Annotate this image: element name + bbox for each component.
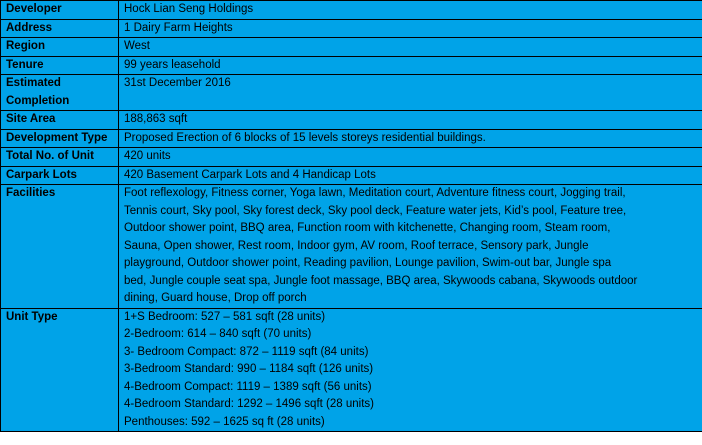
table-row-site-area: [1, 111, 702, 130]
facilities-value: [119, 185, 702, 309]
developer-label: Developer: [1, 1, 119, 20]
region-value-text: West: [124, 40, 150, 52]
table-row-development-type: [1, 129, 702, 148]
total-units-value-text: 420 units: [124, 150, 171, 162]
site-area-value: [119, 111, 702, 130]
unit-type-line: 3- Bedroom Compact: 872 – 1119 sqft (84 units): [124, 345, 369, 358]
table-row-estimated-completion: [1, 75, 702, 111]
estimated-completion-label: [1, 75, 119, 111]
table-row-unit-type: [1, 308, 702, 432]
table-row-facilities: [1, 185, 702, 309]
facilities-line: bed, Jungle couple seat spa, Jungle foot massage, BBQ area, Skywoods cabana, Skywoods outdoor: [124, 274, 638, 287]
unit-type-line: 4-Bedroom Compact: 1119 – 1389 sqft (56 units): [124, 380, 372, 393]
estimated-completion-label-text: Estimated Completion: [6, 77, 70, 107]
table-row-tenure: [1, 56, 702, 75]
estimated-completion-value-text: 31st December 2016: [124, 77, 231, 89]
developer-value: [119, 1, 702, 20]
facilities-line: Foot reflexology, Fitness corner, Yoga lawn, Meditation court, Adventure fitness court, Jogging trail,: [124, 187, 626, 199]
estimated-completion-value: [119, 75, 702, 111]
carpark-lots-value: [119, 166, 702, 185]
unit-type-line: 4-Bedroom Standard: 1292 – 1496 sqft (28 units): [124, 398, 374, 410]
carpark-lots-label: Carpark Lots: [1, 166, 119, 185]
facilities-line: dining, Guard house, Drop off porch: [124, 292, 307, 304]
facilities-line: Outdoor shower point, BBQ area, Function room with kitchenette, Changing room, Steam room,: [124, 222, 611, 234]
address-value: [119, 19, 702, 38]
table-row-carpark-lots: [1, 166, 702, 185]
tenure-label: Tenure: [1, 56, 119, 75]
site-area-label: Site Area: [1, 111, 119, 130]
table-row-address: [1, 19, 702, 38]
table-row-developer: [1, 1, 702, 20]
carpark-lots-value-text: 420 Basement Carpark Lots and 4 Handicap Lots: [124, 168, 376, 181]
table-row-total-units: [1, 148, 702, 167]
unit-type-line: Penthouses: 592 – 1625 sq ft (28 units): [124, 415, 325, 428]
development-type-label: [1, 129, 119, 148]
site-area-value-text: 188,863 sqft: [124, 113, 188, 125]
tenure-value-text: 99 years leasehold: [124, 58, 221, 71]
region-label: Region: [1, 38, 119, 57]
region-value: [119, 38, 702, 57]
unit-type-label: Unit Type: [1, 308, 119, 432]
facilities-line: Sauna, Open shower, Rest room, Indoor gym, AV room, Roof terrace, Sensory park, Jungle: [124, 239, 589, 252]
tenure-value: [119, 56, 702, 75]
total-units-label: Total No. of Unit: [1, 148, 119, 167]
development-type-label-text: Development Type: [6, 131, 108, 144]
unit-type-line: 3-Bedroom Standard: 990 – 1184 sqft (126 units): [124, 363, 374, 375]
unit-type-line: 1+S Bedroom: 527 – 581 sqft (28 units): [124, 310, 326, 323]
address-label: Address: [1, 19, 119, 38]
unit-type-value: [119, 308, 702, 432]
developer-value-text: Hock Lian Seng Holdings: [124, 3, 254, 15]
unit-type-line: 2-Bedroom: 614 – 840 sqft (70 units): [124, 328, 312, 340]
development-type-value-text: Proposed Erection of 6 blocks of 15 levels storeys residential buildings.: [124, 131, 486, 144]
facilities-line: Tennis court, Sky pool, Sky forest deck, Sky pool deck, Feature water jets, Kid’s pool, Feature tree,: [124, 204, 627, 217]
table-row-region: [1, 38, 702, 57]
total-units-value: [119, 148, 702, 167]
facilities-label: Facilities: [1, 185, 119, 309]
address-value-text: 1 Dairy Farm Heights: [124, 21, 233, 34]
facilities-line: playground, Outdoor shower point, Reading pavilion, Lounge pavilion, Swim-out bar, Jungle spa: [124, 257, 612, 269]
development-type-value: [119, 129, 702, 148]
